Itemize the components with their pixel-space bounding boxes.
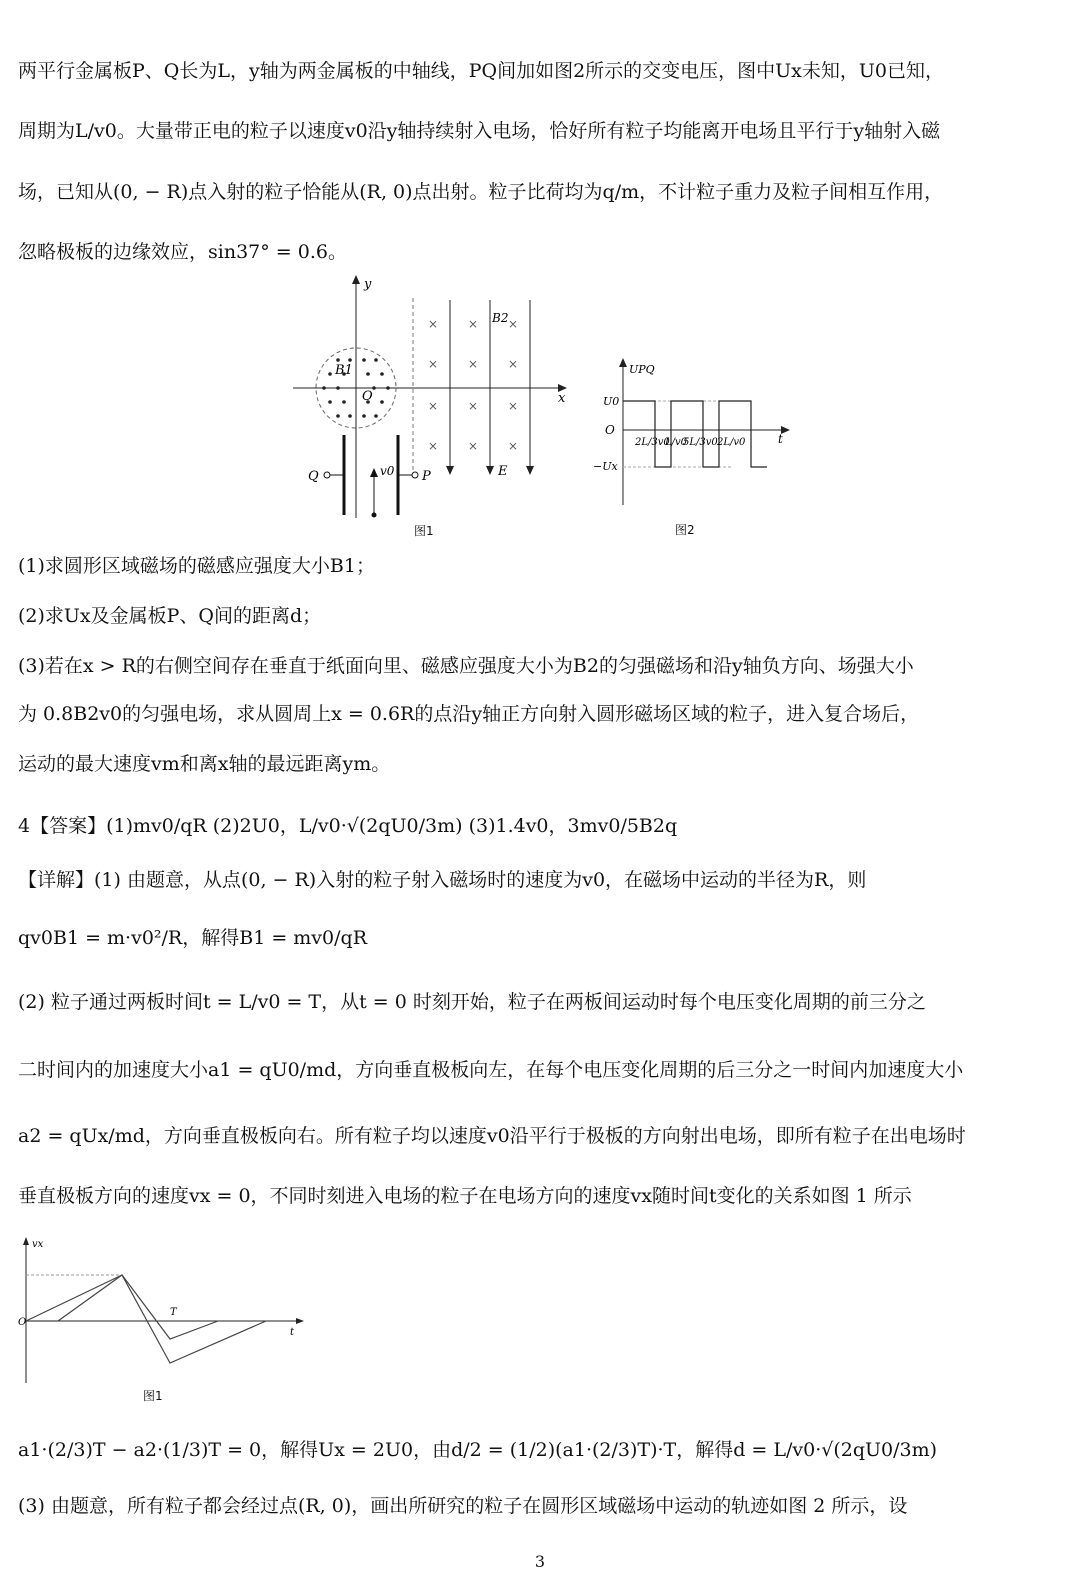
figure-2-caption: 图2 [675, 523, 695, 537]
detail-line-3: (2) 粒子通过两板时间t = L/v0 = T，从t = 0 时刻开始，粒子在两板间运动时每个电压变化周期的前三分之 [18, 991, 926, 1013]
svg-text:×: × [508, 399, 519, 413]
question-1: (1)求圆形区域磁场的磁感应强度大小B1； [18, 555, 375, 577]
b1-label: B1 [335, 363, 353, 378]
svg-text:×: × [468, 357, 479, 371]
b2-label: B2 [492, 311, 509, 325]
page-number: 3 [534, 1552, 546, 1571]
vx-axis-label: vx [32, 1239, 44, 1250]
figure-2-voltage-graph [583, 355, 803, 545]
question-2: (2)求Ux及金属板P、Q间的距离d； [18, 605, 322, 627]
plate-q-label: Q [308, 469, 319, 484]
tick-label-2: L/v0 [665, 437, 688, 448]
plate-p-label: P [422, 469, 431, 484]
figure-1-caption: 图1 [414, 524, 434, 538]
svg-text:×: × [508, 317, 519, 331]
question-3-line-2: 为 0.8B2v0的匀强电场，求从圆周上x = 0.6R的点沿y轴正方向射入圆形磁场区域的粒子，进入复合场后， [18, 703, 920, 725]
detail2-line-1: a1·(2/3)T − a2·(1/3)T = 0，解得Ux = 2U0，由d/2 = (1/2)(a1·(2/3)T)·T，解得d = L/v0·√(2qU0/3m) [18, 1439, 938, 1461]
svg-text:×: × [468, 399, 479, 413]
question-3-line-3: 运动的最大速度vm和离x轴的最远距离ym。 [18, 753, 391, 775]
svg-text:×: × [428, 357, 439, 371]
ux-label: −Ux [593, 460, 618, 473]
e-field-label: E [498, 464, 508, 479]
svg-text:×: × [468, 439, 479, 453]
detail-line-2: qv0B1 = m·v0²/R，解得B1 = mv0/qR [18, 927, 367, 949]
figure-1-field-diagram [288, 270, 578, 545]
period-label: T [170, 1307, 177, 1318]
figure-3-vx-t-graph [18, 1235, 318, 1410]
origin-label-2: O [605, 423, 615, 437]
question-3-line-1: (3)若在x > R的右侧空间存在垂直于纸面向里、磁感应强度大小为B2的匀强磁场和沿y轴负方向、场强大小 [18, 655, 914, 677]
u0-label: U0 [603, 395, 620, 408]
x-axis-label: x [558, 391, 566, 406]
detail2-line-2: (3) 由题意，所有粒子都会经过点(R, 0)，画出所研究的粒子在圆形区域磁场中运动的轨迹如图 2 所示，设 [18, 1495, 908, 1517]
origin-label: O [362, 389, 373, 404]
figure-3-caption: 图1 [143, 1389, 163, 1403]
problem-text-line-1: 两平行金属板P、Q长为L，y轴为两金属板的中轴线，PQ间加如图2所示的交变电压，图中Ux未知，U0已知， [18, 60, 944, 82]
problem-text-line-4: 忽略极板的边缘效应，sin37° = 0.6。 [18, 241, 347, 263]
svg-text:×: × [428, 439, 439, 453]
t-axis-label-3: t [290, 1327, 295, 1338]
t-axis-label: t [778, 432, 783, 446]
upq-label: UPQ [629, 363, 655, 376]
svg-text:×: × [428, 399, 439, 413]
problem-text-line-3: 场，已知从(0, − R)点入射的粒子恰能从(R, 0)点出射。粒子比荷均为q/m，不计粒子重力及粒子间相互作用， [18, 181, 944, 203]
answer-line: 4【答案】(1)mv0/qR (2)2U0，L/v0·√(2qU0/3m) (3)1.4v0，3mv0/5B2q [18, 815, 678, 837]
detail-line-5: a2 = qUx/md，方向垂直极板向右。所有粒子均以速度v0沿平行于极板的方向射出电场，即所有粒子在出电场时 [18, 1125, 966, 1147]
detail-line-6: 垂直极板方向的速度vx = 0，不同时刻进入电场的粒子在电场方向的速度vx随时间t变化的关系如图 1 所示 [18, 1185, 912, 1207]
svg-text:×: × [508, 439, 519, 453]
detail-line-4: 二时间内的加速度大小a1 = qU0/md，方向垂直极板向左，在每个电压变化周期的后三分之一时间内加速度大小 [18, 1059, 964, 1081]
svg-text:×: × [428, 317, 439, 331]
svg-text:×: × [508, 357, 519, 371]
tick-label-3: 5L/3v0 [683, 437, 718, 448]
origin-label-3: O [18, 1317, 27, 1328]
svg-text:×: × [468, 317, 479, 331]
tick-label-4: 2L/v0 [717, 437, 746, 448]
y-axis-label: y [364, 277, 372, 292]
detail-line-1: 【详解】(1) 由题意，从点(0, − R)入射的粒子射入磁场时的速度为v0，在磁场中运动的半径为R，则 [18, 869, 867, 891]
problem-text-line-2: 周期为L/v0。大量带正电的粒子以速度v0沿y轴持续射入电场，恰好所有粒子均能离开电场且平行于y轴射入磁 [18, 120, 941, 142]
v0-label: v0 [380, 464, 395, 478]
tick-label-1: 2L/3v0 [635, 437, 670, 448]
